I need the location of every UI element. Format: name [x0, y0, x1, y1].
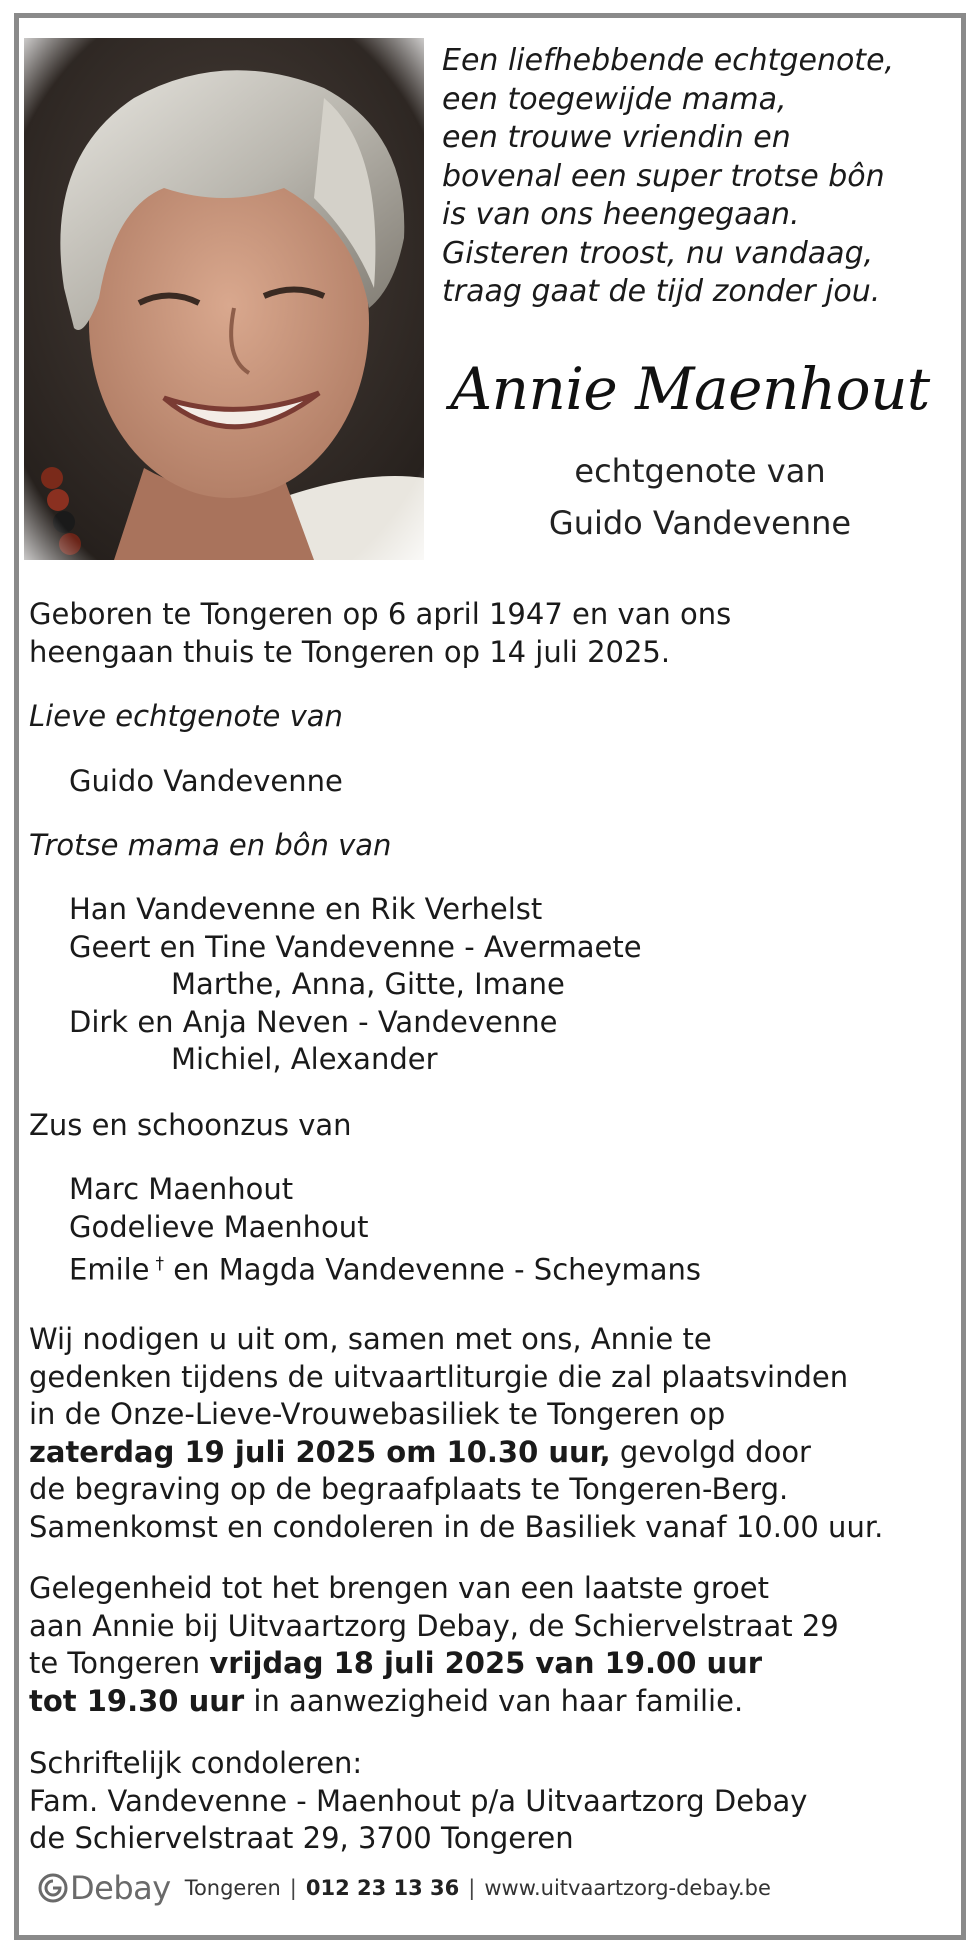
invite-line	[29, 1434, 939, 1472]
footer-website[interactable]: www.uitvaartzorg-debay.be	[484, 1876, 771, 1900]
child-family: Geert en Tine Vandevenne - Avermaete	[69, 929, 642, 964]
sibling	[29, 1246, 939, 1289]
deceased-name: Annie Maenhout	[450, 355, 930, 423]
spouse-heading: Lieve echtgenote van	[29, 699, 343, 733]
siblings-heading: Zus en schoonzus van	[29, 1108, 352, 1142]
invite-line: Samenkomst en condoleren in de Basiliek vanaf 10.00 uur.	[29, 1509, 884, 1544]
visit-line-prefix: te Tongeren	[29, 1646, 210, 1680]
portrait-illustration	[24, 38, 424, 560]
invite-line: gedenken tijdens de uitvaartliturgie die zal plaatsvinden	[29, 1359, 849, 1394]
visit-line: Gelegenheid tot het brengen van een laatste groet	[29, 1571, 769, 1605]
poem-line: Gisteren troost, nu vandaag,	[442, 235, 874, 271]
visit-line-rest: in aanwezigheid van haar familie.	[244, 1683, 744, 1718]
grandchildren: Marthe, Anna, Gitte, Imane	[171, 967, 565, 1001]
footer-separator: |	[289, 1876, 297, 1900]
sibling: Marc Maenhout	[69, 1172, 294, 1206]
children-list	[29, 891, 939, 1079]
grandchildren: Michiel, Alexander	[171, 1042, 438, 1076]
siblings-list	[29, 1171, 939, 1289]
spouse-subtitle	[470, 445, 930, 549]
poem	[442, 42, 942, 312]
visit-line: aan Annie bij Uitvaartzorg Debay, de Schiervelstraat 29	[29, 1608, 839, 1643]
siblings-section	[29, 1107, 939, 1145]
visit-line	[29, 1683, 939, 1721]
funeral-invitation	[29, 1321, 939, 1546]
poem-line: bovenal een super trotse bôn	[442, 158, 885, 194]
children-heading: Trotse mama en bôn van	[29, 828, 392, 862]
sibling: Godelieve Maenhout	[69, 1209, 369, 1244]
footer-city: Tongeren	[184, 1876, 281, 1900]
child-family: Han Vandevenne en Rik Verhelst	[69, 892, 543, 926]
death-line: heengaan thuis te Tongeren op 14 juli 2025.	[29, 634, 671, 669]
footer-separator: |	[468, 1876, 476, 1900]
visit-line	[29, 1645, 939, 1683]
debay-logo-icon	[38, 1873, 68, 1903]
poem-line: een trouwe vriendin en	[442, 120, 791, 155]
spouse-section	[29, 698, 939, 736]
footer	[38, 1868, 771, 1908]
spouse-name-block	[29, 763, 939, 801]
logo-wordmark: Debay	[70, 1869, 171, 1907]
footer-phone[interactable]: 012 23 13 36	[305, 1876, 460, 1900]
funeral-date: zaterdag 19 juli 2025 om 10.30 uur,	[29, 1434, 611, 1469]
birth-line: Geboren te Tongeren op 6 april 1947 en van ons	[29, 597, 732, 631]
poem-line: een toegewijde mama,	[442, 81, 787, 117]
spouse-name: Guido Vandevenne	[69, 764, 343, 798]
poem-line: Een liefhebbende echtgenote,	[442, 43, 895, 78]
birth-death-info	[29, 596, 939, 671]
poem-line: is van ons heengegaan.	[442, 197, 800, 232]
spouse-subtitle-label: echtgenote van	[574, 452, 826, 490]
spouse-subtitle-name: Guido Vandevenne	[548, 504, 852, 542]
portrait-photo	[24, 38, 424, 560]
condolence-address: de Schiervelstraat 29, 3700 Tongeren	[29, 1821, 574, 1855]
poem-line: traag gaat de tijd zonder jou.	[442, 274, 881, 309]
condolence-info	[29, 1745, 939, 1858]
children-section	[29, 827, 939, 865]
dagger-mark: †	[155, 1254, 165, 1274]
condolence-address: Fam. Vandevenne - Maenhout p/a Uitvaartzorg Debay	[29, 1783, 808, 1818]
invite-line: Wij nodigen u uit om, samen met ons, Annie te	[29, 1322, 712, 1356]
sibling-first-name: Emile	[69, 1252, 150, 1287]
condolence-heading: Schriftelijk condoleren:	[29, 1746, 363, 1780]
debay-logo	[38, 1869, 171, 1907]
invite-line: de begraving op de begraafplaats te Tongeren-Berg.	[29, 1472, 789, 1506]
sibling-rest: en Magda Vandevenne - Scheymans	[164, 1252, 702, 1287]
visitation-info	[29, 1570, 939, 1720]
invite-line: in de Onze-Lieve-Vrouwebasiliek te Tongeren op	[29, 1397, 726, 1431]
visitation-end-time: tot 19.30 uur	[29, 1683, 245, 1718]
child-family: Dirk en Anja Neven - Vandevenne	[69, 1004, 558, 1039]
visitation-date: vrijdag 18 juli 2025 van 19.00 uur	[209, 1646, 763, 1680]
invite-line-rest: gevolgd door	[610, 1434, 811, 1469]
